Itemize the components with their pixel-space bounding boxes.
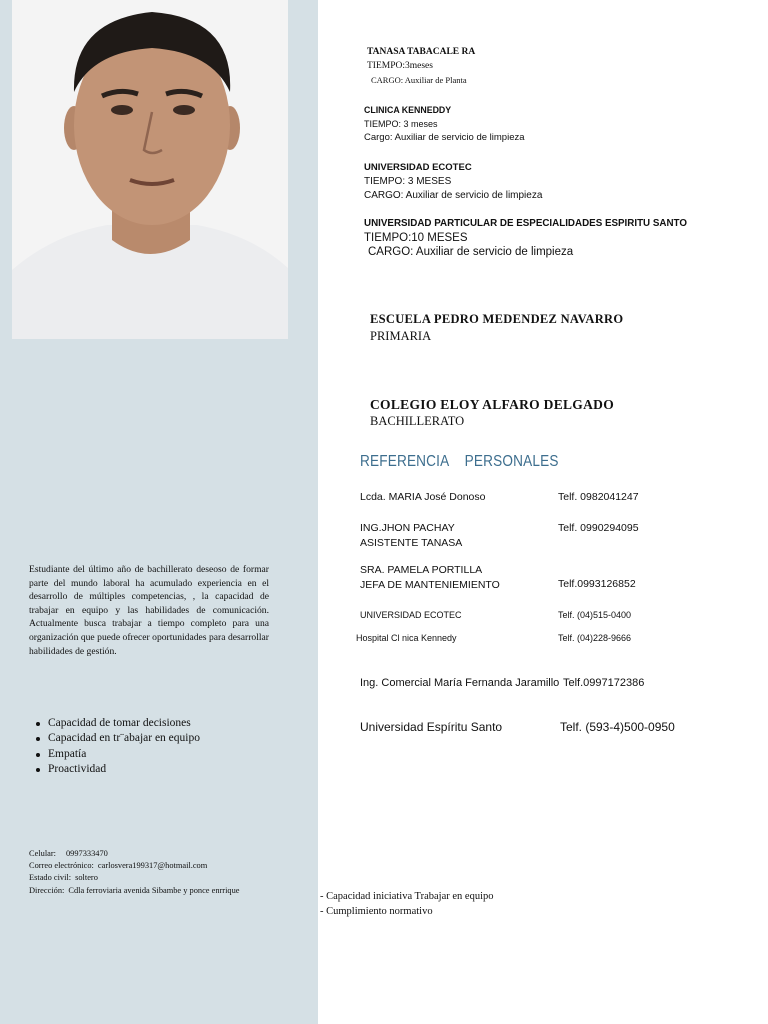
education-name: ESCUELA PEDRO MEDENDEZ NAVARRO — [370, 312, 624, 326]
reference-phone: Telf. 0990294095 — [558, 522, 639, 534]
reference-name: Ing. Comercial María Fernanda Jaramillo — [360, 677, 560, 689]
note-item: - Capacidad iniciativa Trabajar en equipo — [320, 891, 494, 902]
experience-line: CARGO: Auxiliar de servicio de limpieza — [368, 246, 574, 258]
contact-address: Dirección: Cdla ferroviaria avenida Sibambe y ponce enrrique — [29, 885, 240, 895]
reference-phone: Telf. (04)228-9666 — [558, 633, 632, 643]
education-name: COLEGIO ELOY ALFARO DELGADO — [370, 397, 615, 412]
profile-summary: Estudiante del último año de bachillerato deseoso de formar parte del mundo laboral ha acumulado experiencia en el desarrollo de múltiples competencias, , la capacidad de trabajar en equipo y las habilidades de comunicación. Actualmente busca trabajar a tiempo completo para una organización que puede ofrecer oportunidades para desarrollar habilidades de gestión. — [29, 564, 269, 657]
reference-name: Universidad Espíritu Santo — [360, 720, 503, 734]
education-level: PRIMARIA — [370, 329, 432, 343]
reference-phone: Telf.0997172386 — [563, 677, 645, 689]
reference-title: JEFA DE MANTENIEMIENTO — [360, 578, 500, 591]
experience-line: CARGO: Auxiliar de servicio de limpieza — [364, 190, 543, 201]
experience-line: TIEMPO:3meses — [367, 61, 433, 71]
reference-name: Lcda. MARIA José Donoso — [360, 491, 486, 503]
experience-entry — [364, 161, 542, 203]
reference-entry — [360, 720, 740, 735]
experience-name: CLINICA KENNEDDY — [364, 105, 452, 115]
experience-name: TANASA TABACALE RA — [367, 47, 476, 57]
skill-item: Proactividad — [48, 762, 200, 777]
additional-skills — [320, 889, 494, 919]
experience-line: CARGO: Auxiliar de Planta — [371, 75, 467, 85]
reference-entry — [360, 563, 740, 592]
profile-photo — [12, 0, 288, 339]
experience-entry — [367, 45, 475, 87]
reference-entry — [356, 631, 736, 646]
skill-item: Capacidad de tomar decisiones — [48, 716, 200, 731]
reference-title: ASISTENTE TANASA — [360, 536, 463, 549]
reference-entry — [360, 608, 740, 623]
skills-list — [34, 716, 200, 778]
reference-name: SRA. PAMELA PORTILLA — [360, 564, 483, 576]
reference-name: Hospital Cl nica Kennedy — [356, 633, 457, 643]
reference-entry — [360, 521, 740, 550]
contact-civil-status: Estado civil: soltero — [29, 873, 98, 883]
skill-item: Empatía — [48, 747, 200, 762]
contact-info — [29, 848, 240, 897]
reference-phone: Telf. (04)515-0400 — [558, 610, 632, 620]
note-item: - Cumplimiento normativo — [320, 906, 433, 917]
reference-name: ING.JHON PACHAY — [360, 522, 455, 534]
person-photo-icon — [12, 0, 288, 339]
reference-name: UNIVERSIDAD ECOTEC — [360, 610, 462, 620]
education-entry — [370, 311, 623, 345]
education-level: BACHILLERATO — [370, 414, 465, 428]
reference-phone: Telf. (593-4)500-0950 — [560, 720, 675, 734]
references-heading: REFERENCIA PERSONALES — [360, 453, 559, 470]
contact-phone: Celular: 0997333470 — [29, 849, 108, 858]
contact-email: Correo electrónico: carlosvera199317@hotmail.com — [29, 861, 208, 871]
reference-entry — [360, 490, 740, 505]
education-entry — [370, 396, 614, 430]
reference-phone: Telf. 0982041247 — [558, 491, 639, 503]
experience-line: Cargo: Auxiliar de servicio de limpieza — [364, 132, 525, 143]
experience-name: UNIVERSIDAD ECOTEC — [364, 162, 472, 173]
experience-line: TIEMPO: 3 MESES — [364, 176, 452, 187]
experience-name: UNIVERSIDAD PARTICULAR DE ESPECIALIDADES ESPIRITU SANTO — [364, 218, 687, 229]
experience-entry — [364, 103, 525, 145]
reference-phone: Telf.0993126852 — [558, 578, 636, 590]
experience-line: TIEMPO: 3 meses — [364, 119, 438, 129]
reference-entry — [360, 676, 740, 691]
experience-line: TIEMPO:10 MESES — [364, 232, 468, 244]
skill-item: Capacidad en tr¨abajar en equipo — [48, 731, 200, 746]
experience-entry — [364, 217, 687, 259]
